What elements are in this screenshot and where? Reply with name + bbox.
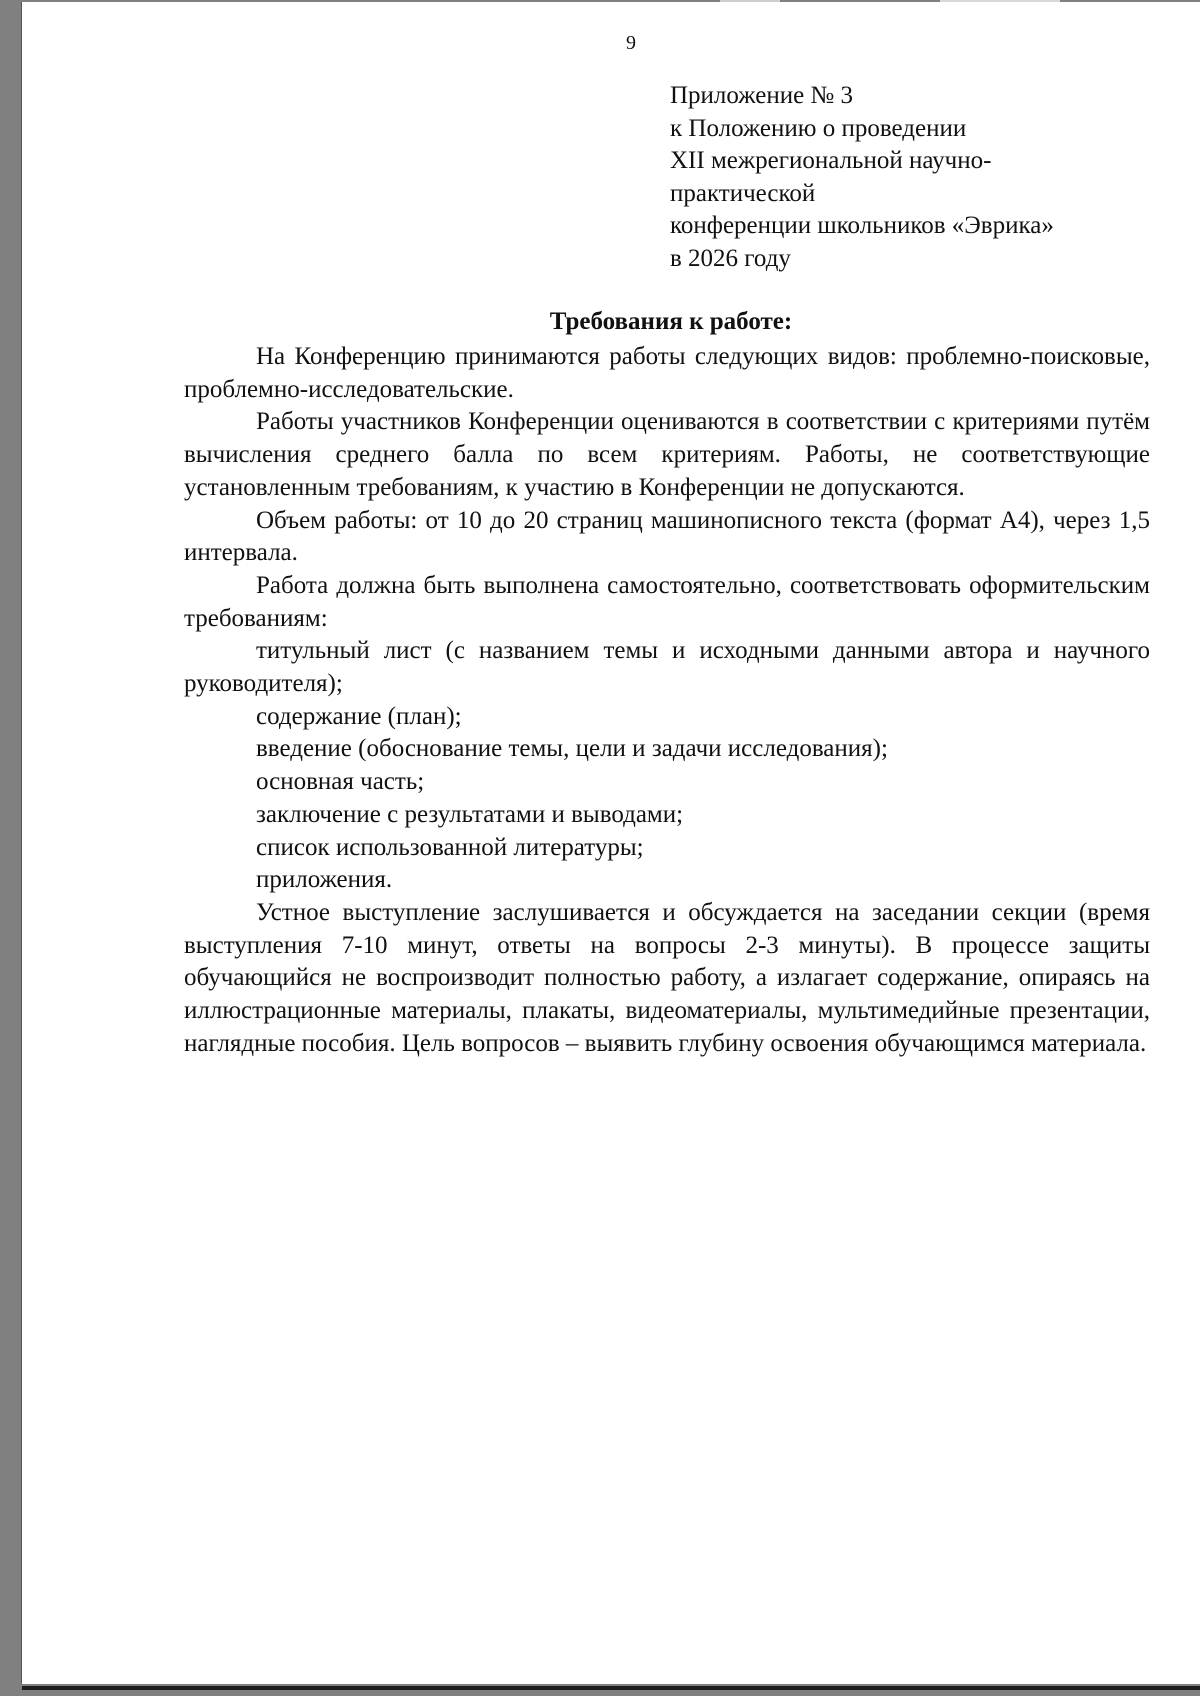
paragraph-formatting: Работа должна быть выполнена самостоятельно, соответствовать оформительским требованиям:: [184, 571, 1150, 632]
page-number: 9: [626, 32, 636, 54]
paragraph-oral-presentation: Устное выступление заслушивается и обсуждается на заседании секции (время выступления 7-10 минут, ответы на вопросы 2-3 минуты). В процессе защиты обучающийся не воспроизводит полностью работу, а излагает содержание, опираясь на иллюстрационные материалы, плакаты, видеоматериалы, мультимедийные презентации, наглядные пособия. Цель вопросов – выявить глубину освоения обучающимся материала.: [184, 898, 1150, 1057]
appendix-line: к Положению о проведении: [670, 114, 967, 142]
requirement-item: содержание (план);: [256, 702, 462, 730]
appendix-header: [670, 80, 1190, 275]
appendix-line: XII межрегиональной научно-: [670, 147, 992, 174]
appendix-line: конференции школьников «Эврика»: [670, 212, 1054, 239]
section-heading: Требования к работе:: [549, 308, 793, 335]
appendix-line: в 2026 году: [670, 244, 791, 272]
page-bottom-edge: [22, 1686, 1200, 1690]
requirement-item: приложения.: [256, 866, 393, 894]
paragraph-evaluation: Работы участников Конференции оцениваются в соответствии с критериями путём вычисления среднего балла по всем критериям. Работы, не соответствующие установленным требованиям, к участию в Конференции не допускаются.: [184, 408, 1150, 501]
requirement-item: заключение с результатами и выводами;: [256, 800, 684, 828]
requirement-item: титульный лист (с названием темы и исходными данными автора и научного руководителя);: [184, 637, 1150, 698]
appendix-line: практической: [670, 179, 816, 207]
requirement-item: основная часть;: [256, 768, 425, 796]
paragraph-volume: Объем работы: от 10 до 20 страниц машинописного текста (формат А4), через 1,5 интервала.: [184, 506, 1150, 567]
document-page: [22, 2, 1200, 1684]
document-body: [184, 341, 1150, 1060]
paragraph-work-types: На Конференцию принимаются работы следующих видов: проблемно-поисковые, проблемно-исследовательские.: [184, 343, 1150, 403]
appendix-line: Приложение № 3: [670, 82, 854, 109]
requirement-item: список использованной литературы;: [256, 833, 644, 861]
requirement-item: введение (обоснование темы, цели и задачи исследования);: [256, 735, 888, 763]
